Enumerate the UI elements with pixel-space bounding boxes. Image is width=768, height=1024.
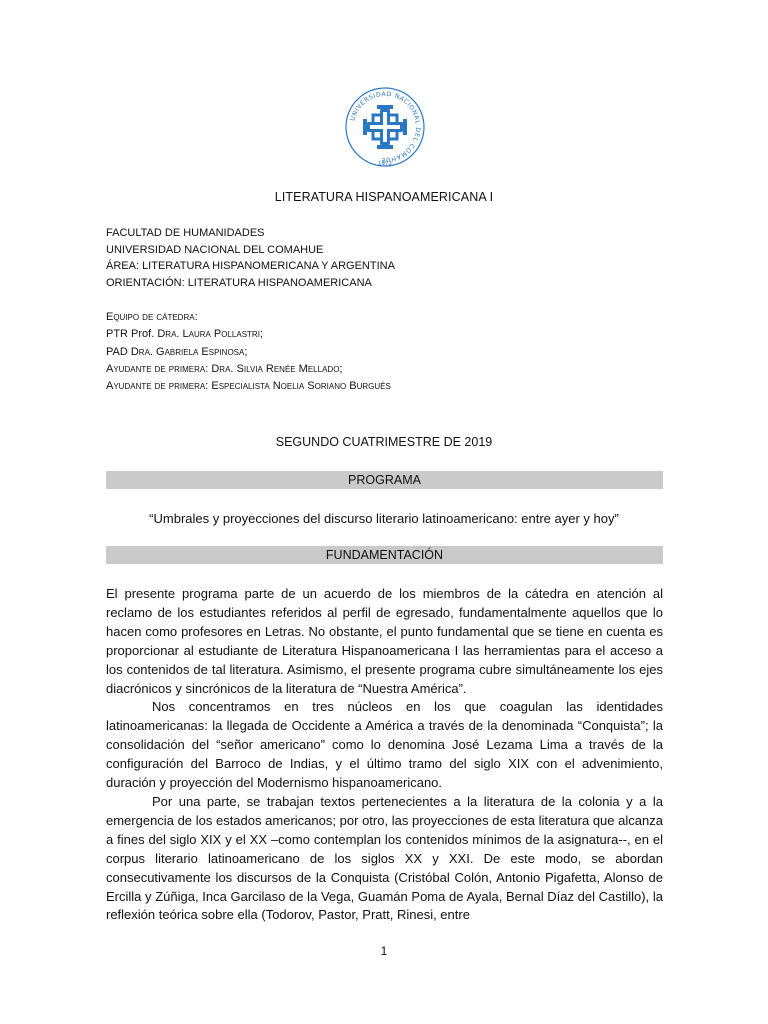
faculty-line: FACULTAD DE HUMANIDADES bbox=[106, 227, 265, 239]
team-member bbox=[106, 344, 391, 361]
body-paragraph: Nos concentramos en tres núcleos en los que coagulan las identidades latinoamericanas: la llegada de Occidente a América a través de la denominada “Conquista”; la consolidación del “señor americano” como lo denomina José Lezama Lima a través de la configuración del Barroco de Indias, y el último tramo del siglo XIX con el advenimiento, duración y proyección del Modernismo hispanoamericano. bbox=[106, 699, 663, 791]
team-member-role: PTR Prof. bbox=[106, 328, 158, 341]
document-title: LITERATURA HISPANOAMERICANA I bbox=[274, 190, 494, 204]
seal-ring-text: UNIVERSIDAD NACIONAL DEL COMAHUE bbox=[349, 90, 422, 164]
seal-year: 1972 bbox=[378, 161, 392, 167]
body-text bbox=[106, 585, 663, 925]
university-line: UNIVERSIDAD NACIONAL DEL COMAHUE bbox=[106, 243, 324, 256]
team-member-role: PAD bbox=[106, 345, 131, 358]
team-member-name: Especialista Noelia Soriano Burgués bbox=[211, 380, 391, 393]
area-line: ÁREA: LITERATURA HISPANOMERICANA Y ARGENTINA bbox=[106, 260, 395, 272]
team-member-role: Ayudante de primera: bbox=[106, 380, 212, 393]
team-heading: Equipo de cátedra: bbox=[106, 311, 198, 323]
team-member-name: Dra. Gabriela Espinosa; bbox=[130, 345, 248, 358]
team-member bbox=[106, 361, 391, 378]
program-section-bar: PROGRAMA bbox=[106, 471, 663, 489]
team-member-name: Dra. Silvia Renée Mellado; bbox=[211, 362, 343, 375]
program-subtitle: “Umbrales y proyecciones del discurso literario latinoamericano: entre ayer y hoy” bbox=[149, 511, 619, 526]
semester-heading: SEGUNDO CUATRIMESTRE DE 2019 bbox=[275, 435, 493, 449]
team-member bbox=[106, 378, 391, 395]
fundamentacion-section-bar: FUNDAMENTACIÓN bbox=[106, 546, 663, 564]
body-paragraph: Por una parte, se trabajan textos pertenecientes a la literatura de la colonia y a la emergencia de los estados americanos; por otro, las proyecciones de esta literatura que alcanza a fines del siglo XIX y el XX –como contemplan los contenidos mínimos de la asignatura--, en el corpus literario latinoamericano de los siglos XX y XXI. De este modo, se abordan consecutivamente los discursos de la Conquista (Cristóbal Colón, Antonio Pigafetta, Alonso de Ercilla y Zúñiga, Inca Garcilaso de la Vega, Guamán Poma de Ayala, Bernal Díaz del Castillo), la reflexión teórica sobre ella (Todorov, Pastor, Pratt, Rinesi, entre bbox=[106, 793, 663, 923]
team-block bbox=[106, 309, 391, 395]
university-seal-logo bbox=[343, 85, 427, 169]
team-member bbox=[106, 326, 391, 343]
page-number: 1 bbox=[380, 944, 388, 958]
team-member-role: Ayudante de primera: bbox=[106, 362, 212, 375]
team-member-name: Dra. Laura Pollastri; bbox=[157, 328, 263, 341]
body-paragraph: El presente programa parte de un acuerdo de los miembros de la cátedra en atención al reclamo de los estudiantes referidos al perfil de egresado, fundamentalmente aquellos que lo hacen como profesores en Letras. No obstante, el punto fundamental que se tiene en cuenta es proporcionar al estudiante de Literatura Hispanoamericana I las herramientas para el acceso a los contenidos de tal literatura. Asimismo, el presente programa cubre simultáneamente los ejes diacrónicos y sincrónicos de la literatura de “Nuestra América”. bbox=[106, 586, 663, 696]
institution-block bbox=[106, 225, 395, 291]
orientation-line: ORIENTACIÓN: LITERATURA HISPANOAMERICANA bbox=[106, 276, 372, 289]
